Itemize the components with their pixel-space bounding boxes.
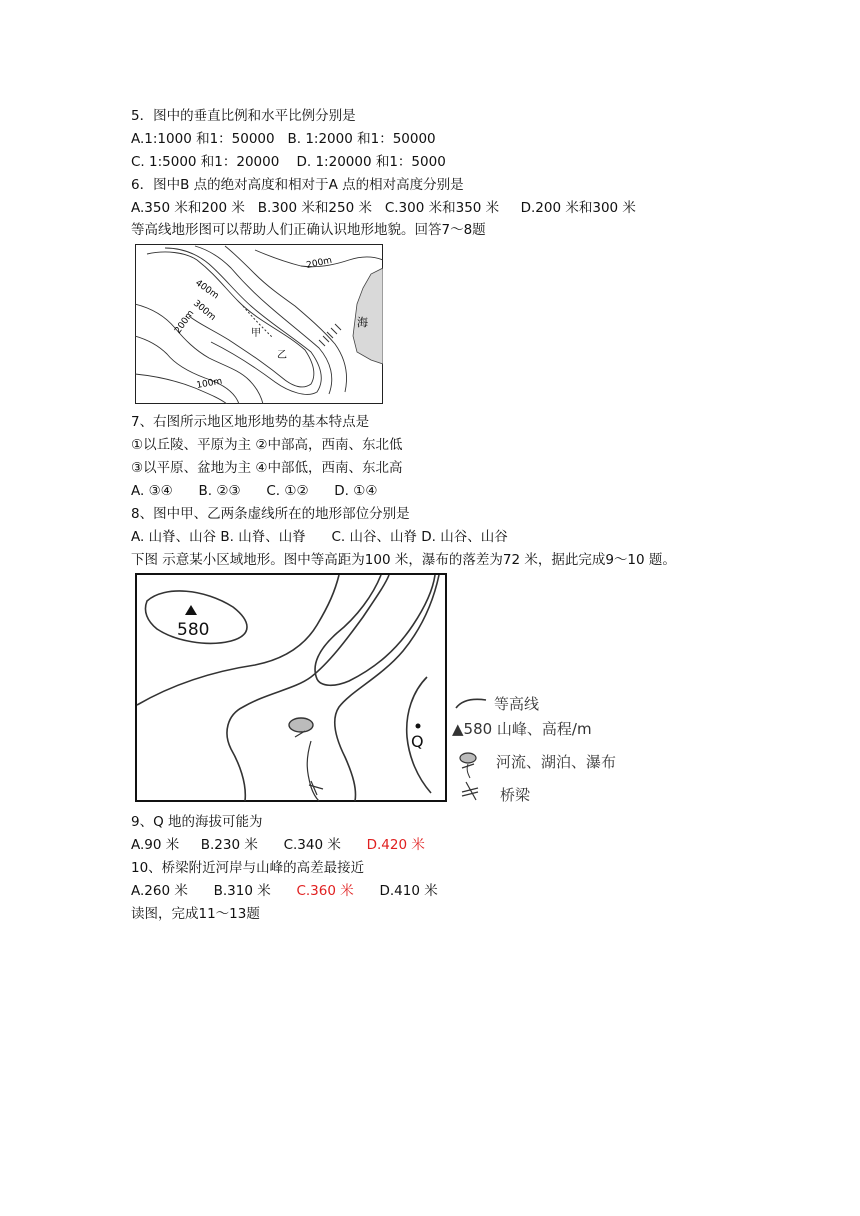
q9-options: [131, 836, 425, 854]
q6-options: A.350 米和200 米 B.300 米和250 米 C.300 米和350 米 D.200 米和300 米: [131, 200, 636, 216]
legend-bridge: 桥梁: [500, 786, 531, 804]
peak-label: 580: [177, 620, 210, 640]
contour-map-2: [135, 573, 450, 803]
q10-options-black-1: A.260 米 B.310 米: [131, 883, 297, 899]
sea-label: 海: [357, 316, 368, 329]
q9-options-black: A.90 米 B.230 米 C.340 米: [131, 837, 367, 853]
q7-stem: 7、右图所示地区地形地势的基本特点是: [131, 414, 370, 430]
q7-options: A. ③④ B. ②③ C. ①② D. ①④: [131, 483, 378, 499]
bridge-legend-icon: [462, 782, 478, 800]
point-q-label: Q: [411, 732, 424, 751]
contour-label-200-top: 200m: [305, 255, 334, 271]
lake-legend-icon: [460, 753, 476, 763]
contour-label-400: 400m: [193, 278, 221, 302]
q5-options-1: A.1:1000 和1：50000 B. 1:2000 和1：50000: [131, 131, 436, 147]
contour-label-300: 300m: [191, 298, 218, 323]
map2-legend-symbols: [452, 692, 492, 802]
contour-map-1: [135, 244, 383, 404]
legend-peak: ▲580 山峰、高程/m: [452, 720, 592, 738]
lake: [289, 718, 313, 732]
q5-options-2: C. 1:5000 和1：20000 D. 1:20000 和1：5000: [131, 154, 446, 170]
q10-options-black-2: D.410 米: [353, 883, 438, 899]
legend-river: 河流、湖泊、瀑布: [496, 753, 617, 771]
q7-line-1: ①以丘陵、平原为主 ②中部高，西南、东北低: [131, 437, 403, 453]
q8-options: A. 山脊、山谷 B. 山脊、山脊 C. 山谷、山脊 D. 山谷、山谷: [131, 529, 508, 545]
intro-7-8: 等高线地形图可以帮助人们正确认识地形地貌。回答7～8题: [131, 222, 486, 238]
q9-answer: D.420 米: [366, 837, 425, 853]
q10-answer: C.360 米: [296, 883, 354, 899]
contour-label-100: 100m: [195, 376, 224, 391]
contour-legend-icon: [456, 699, 486, 708]
intro-11-13: 读图，完成11～13题: [131, 906, 260, 922]
point-q-dot: [416, 724, 421, 729]
q6-stem: 6．图中B 点的绝对高度和相对于A 点的相对高度分别是: [131, 177, 464, 193]
q8-stem: 8、图中甲、乙两条虚线所在的地形部位分别是: [131, 506, 410, 522]
q7-line-2: ③以平原、盆地为主 ④中部低，西南、东北高: [131, 460, 403, 476]
q5-stem: 5．图中的垂直比例和水平比例分别是: [131, 108, 356, 124]
point-jia-label: 甲: [251, 328, 261, 339]
q10-options: [131, 882, 438, 900]
point-yi-label: 乙: [277, 350, 287, 361]
legend-contour: 等高线: [494, 695, 540, 713]
q9-stem: 9、Q 地的海拔可能为: [131, 814, 263, 830]
contour-label-200-left: 200m: [173, 308, 197, 336]
q10-stem: 10、桥梁附近河岸与山峰的高差最接近: [131, 860, 365, 876]
intro-9-10: 下图 示意某小区域地形。图中等高距为100 米，瀑布的落差为72 米，据此完成9～10 题。: [131, 552, 676, 568]
